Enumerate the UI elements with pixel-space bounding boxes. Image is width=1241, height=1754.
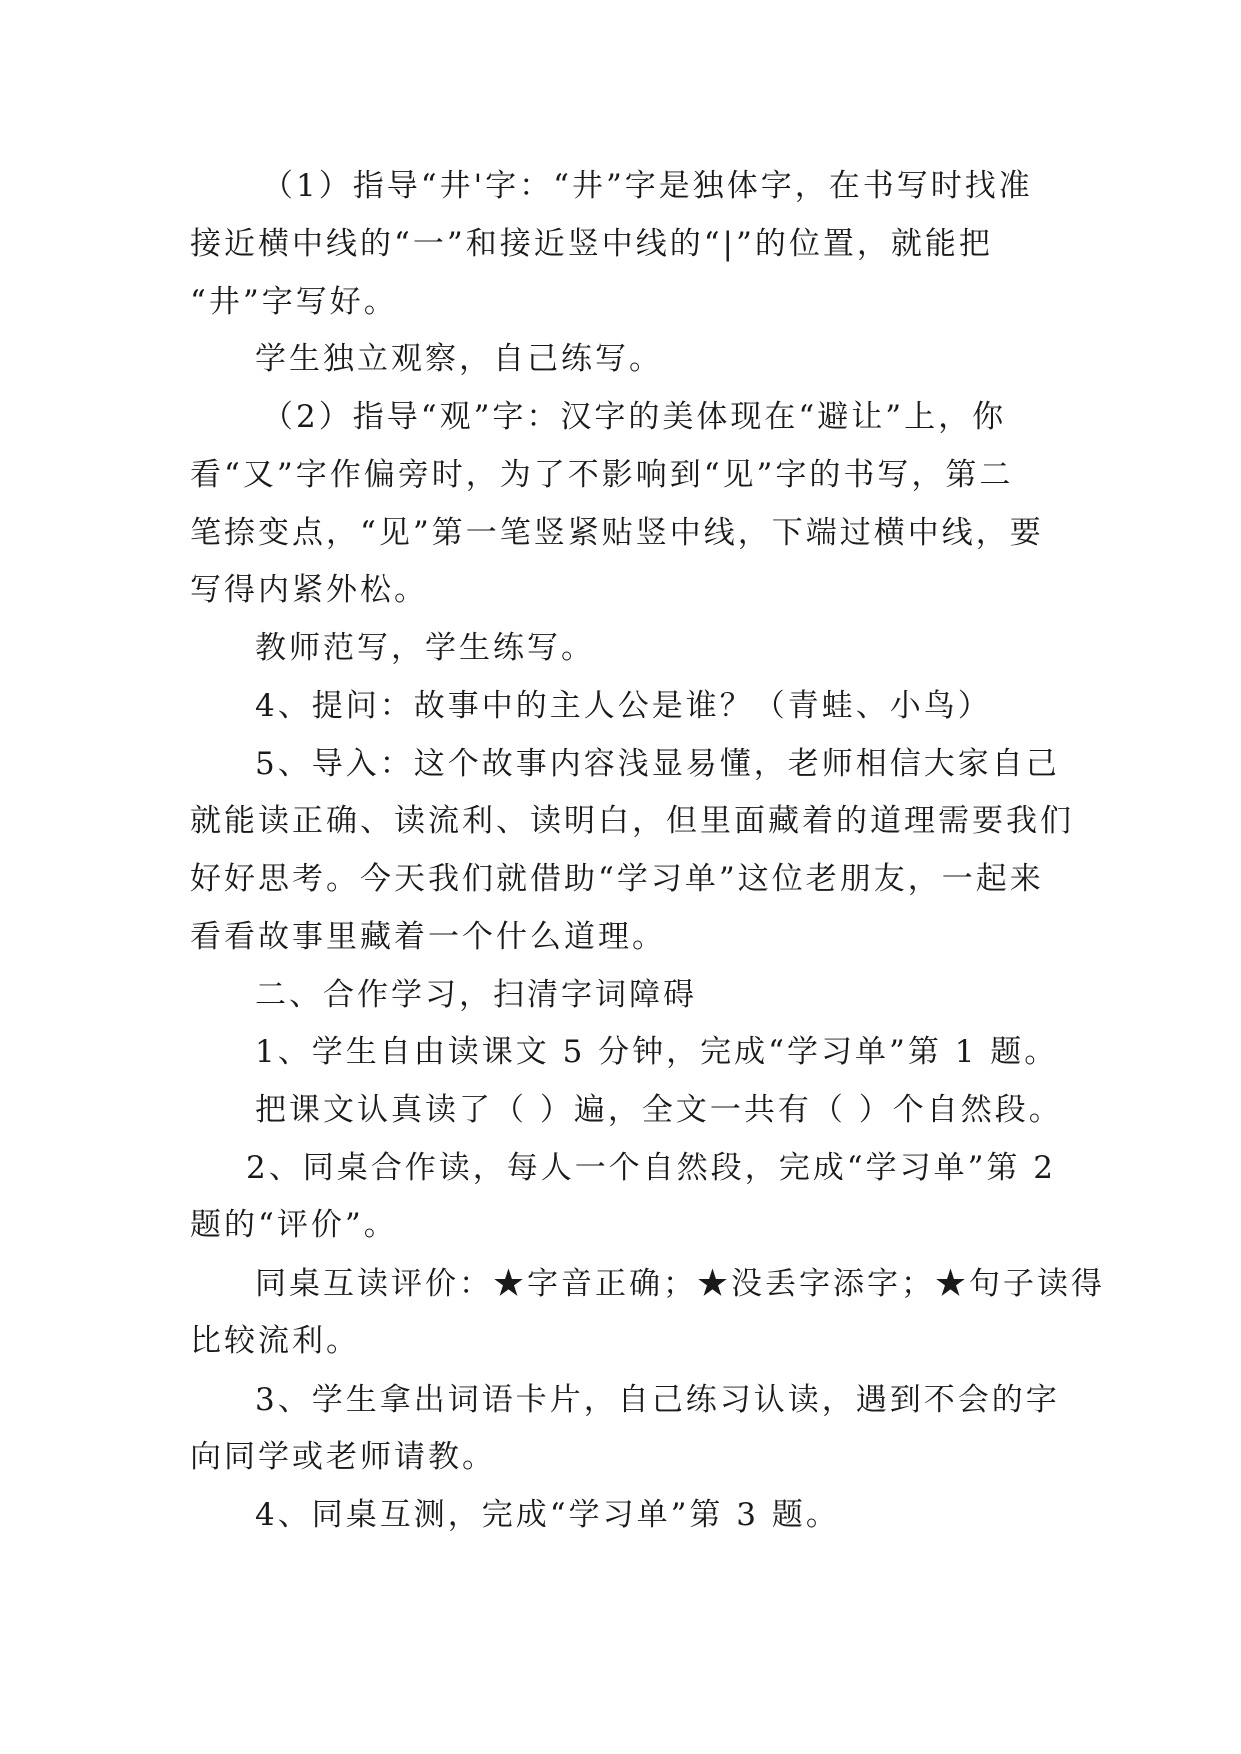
paragraph-line: 1、学生自由读课文 5 分钟，完成“学习单”第 1 题。: [255, 1034, 1059, 1070]
paragraph-line: 2、同桌合作读，每人一个自然段，完成“学习单”第 2: [246, 1150, 1056, 1186]
paragraph-line: 5、导入：这个故事内容浅显易懂，老师相信大家自己: [255, 746, 1060, 782]
section-heading: 二、合作学习，扫清字词障碍: [255, 977, 697, 1013]
paragraph-line: 好好思考。今天我们就借助“学习单”这位老朋友，一起来: [190, 861, 1044, 897]
paragraph-line: 把课文认真读了（ ）遍，全文一共有（ ）个自然段。: [255, 1092, 1063, 1128]
paragraph-line: 同桌互读评价：★字音正确；★没丢字添字；★句子读得: [255, 1266, 1105, 1302]
paragraph-line: 看“又”字作偏旁时，为了不影响到“见”字的书写，第二: [190, 457, 1014, 493]
paragraph-line: 教师范写，学生练写。: [255, 630, 595, 666]
paragraph-line: 4、提问：故事中的主人公是谁？（青蛙、小鸟）: [255, 688, 992, 724]
paragraph-line: “井”字写好。: [190, 284, 398, 320]
paragraph-line: 就能读正确、读流利、读明白，但里面藏着的道理需要我们: [190, 803, 1074, 839]
paragraph-line: 写得内紧外松。: [190, 572, 428, 608]
paragraph-line: 题的“评价”。: [190, 1207, 398, 1243]
paragraph-line: 3、学生拿出词语卡片，自己练习认读，遇到不会的字: [255, 1382, 1060, 1418]
paragraph-line: 4、同桌互测，完成“学习单”第 3 题。: [255, 1497, 840, 1533]
paragraph-line: 接近横中线的“一”和接近竖中线的“|”的位置，就能把: [190, 226, 993, 262]
paragraph-line: 向同学或老师请教。: [190, 1439, 496, 1475]
paragraph-line: （1）指导“井'字：“井”字是独体字，在书写时找准: [262, 168, 1033, 204]
paragraph-line: 看看故事里藏着一个什么道理。: [190, 919, 666, 955]
paragraph-line: 笔捺变点，“见”第一笔竖紧贴竖中线，下端过横中线，要: [190, 515, 1044, 551]
paragraph-line: 学生独立观察，自己练写。: [255, 341, 663, 377]
paragraph-line: （2）指导“观”字：汉字的美体现在“避让”上，你: [262, 399, 1007, 435]
paragraph-line: 比较流利。: [190, 1323, 360, 1359]
